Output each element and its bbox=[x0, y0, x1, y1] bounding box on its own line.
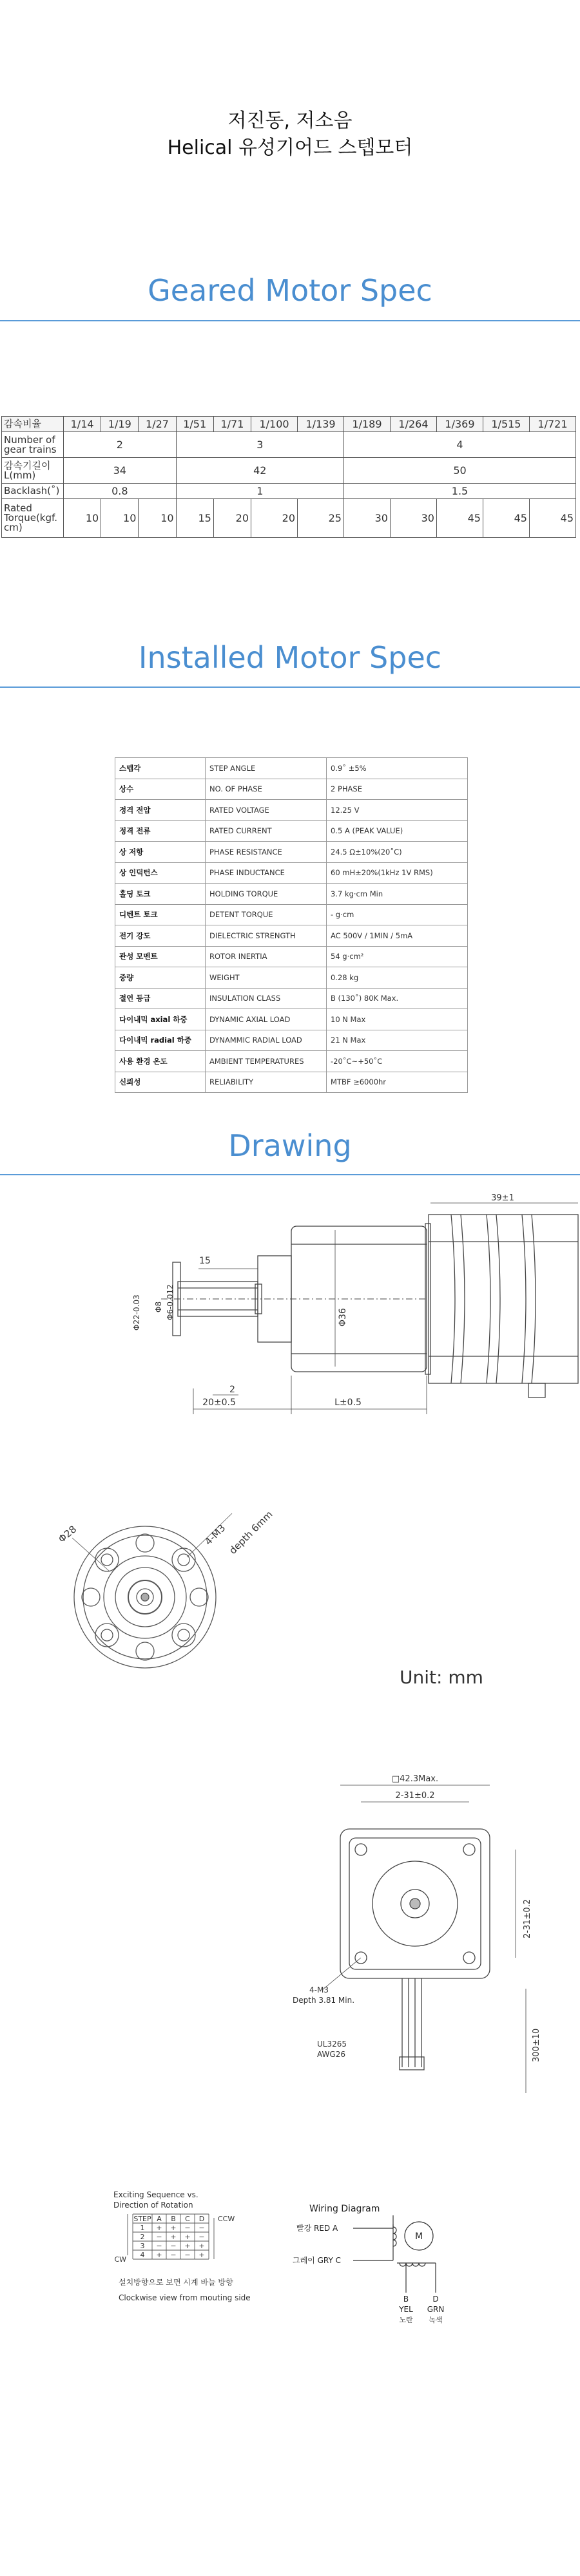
seq-cell: − bbox=[156, 2233, 162, 2241]
section-title-geared: Geared Motor Spec bbox=[148, 273, 432, 308]
seq-cell: 2 bbox=[140, 2233, 145, 2241]
table-row bbox=[115, 862, 468, 884]
seq-cell: − bbox=[184, 2251, 191, 2259]
wire-grn: GRN bbox=[427, 2305, 445, 2314]
exciting-note-en: Clockwise view from mouting side bbox=[119, 2293, 251, 2302]
wire-grn-kr: 녹색 bbox=[429, 2316, 443, 2324]
table-cell: 1/189 bbox=[343, 417, 390, 432]
side-view-drawing bbox=[0, 1191, 580, 1462]
table-cell: 중량 bbox=[115, 967, 206, 989]
table-row bbox=[2, 484, 576, 499]
page-title-korean: 저진동, 저소음 bbox=[227, 109, 353, 132]
table-cell: 4 bbox=[343, 432, 575, 458]
unit-label: Unit: mm bbox=[400, 1667, 483, 1688]
table-cell: 2 PHASE bbox=[327, 779, 468, 800]
table-cell: 20 bbox=[251, 499, 298, 538]
seq-cell: − bbox=[184, 2224, 191, 2232]
table-row bbox=[2, 432, 576, 458]
table-cell: 30 bbox=[390, 499, 436, 538]
table-cell: -20˚C~+50˚C bbox=[327, 1051, 468, 1072]
seq-header-cell: C bbox=[185, 2215, 190, 2223]
table-cell: 1/19 bbox=[101, 417, 139, 432]
table-cell: 다이내믹 axial 하중 bbox=[115, 1009, 206, 1030]
table-cell: 상 저항 bbox=[115, 842, 206, 863]
table-row bbox=[115, 884, 468, 905]
table-row bbox=[2, 458, 576, 484]
table-cell: 3.7 kg·cm Min bbox=[327, 884, 468, 905]
table-row bbox=[115, 967, 468, 989]
table-cell: PHASE INDUCTANCE bbox=[206, 862, 327, 884]
backlash-label: Backlash(˚) bbox=[2, 484, 64, 499]
table-cell: 디텐트 토크 bbox=[115, 904, 206, 925]
wire-b: B bbox=[403, 2295, 409, 2304]
table-cell: 상 인덕턴스 bbox=[115, 862, 206, 884]
table-cell: 21 N Max bbox=[327, 1030, 468, 1051]
seq-cell: − bbox=[156, 2242, 162, 2250]
exciting-title-line1: Exciting Sequence vs. bbox=[113, 2190, 198, 2199]
dim-lead: 300±10 bbox=[532, 2028, 541, 2062]
seq-cell: + bbox=[156, 2224, 162, 2232]
table-cell: 1/369 bbox=[436, 417, 483, 432]
table-cell: 1/71 bbox=[213, 417, 251, 432]
table-cell: 45 bbox=[529, 499, 575, 538]
seq-cell: + bbox=[170, 2224, 177, 2232]
section-title-drawing: Drawing bbox=[228, 1128, 352, 1163]
table-row bbox=[115, 800, 468, 821]
wire-yel: YEL bbox=[399, 2305, 413, 2314]
table-row bbox=[115, 779, 468, 800]
table-cell: PHASE RESISTANCE bbox=[206, 842, 327, 863]
dim-15: 15 bbox=[199, 1256, 211, 1266]
ratio-label: 감속비율 bbox=[2, 417, 64, 432]
table-cell: AMBIENT TEMPERATURES bbox=[206, 1051, 327, 1072]
seq-cell: 1 bbox=[140, 2224, 145, 2232]
table-row bbox=[115, 1009, 468, 1030]
table-cell: 50 bbox=[343, 458, 575, 484]
table-row bbox=[115, 946, 468, 967]
table-cell: 10 bbox=[64, 499, 101, 538]
wiring-diagram bbox=[290, 2202, 483, 2331]
dim-phi28: Φ28 bbox=[56, 1523, 79, 1546]
table-cell: 정격 전류 bbox=[115, 820, 206, 842]
table-cell: 사용 환경 온도 bbox=[115, 1051, 206, 1072]
table-cell: 24.5 Ω±10%(20˚C) bbox=[327, 842, 468, 863]
seq-cell: + bbox=[198, 2251, 205, 2259]
table-cell: HOLDING TORQUE bbox=[206, 884, 327, 905]
table-cell: RATED CURRENT bbox=[206, 820, 327, 842]
exciting-sequence-table bbox=[113, 2211, 262, 2269]
table-cell: MTBF ≥6000hr bbox=[327, 1072, 468, 1093]
table-cell: 상수 bbox=[115, 779, 206, 800]
table-cell: 10 N Max bbox=[327, 1009, 468, 1030]
front-view-drawing bbox=[0, 1501, 580, 1713]
table-cell: 1/27 bbox=[139, 417, 176, 432]
table-cell: 54 g·cm² bbox=[327, 946, 468, 967]
table-cell: - g·cm bbox=[327, 904, 468, 925]
table-cell: 0.9˚ ±5% bbox=[327, 758, 468, 779]
seq-header-cell: A bbox=[157, 2215, 162, 2223]
table-cell: 스텝각 bbox=[115, 758, 206, 779]
table-cell: 15 bbox=[176, 499, 213, 538]
table-cell: AC 500V / 1MIN / 5mA bbox=[327, 925, 468, 947]
table-cell: 2 bbox=[64, 432, 177, 458]
table-row bbox=[115, 1072, 468, 1093]
table-cell: 홀딩 토크 bbox=[115, 884, 206, 905]
seq-cell: 3 bbox=[140, 2242, 145, 2250]
table-cell: 1/51 bbox=[176, 417, 213, 432]
table-cell: 25 bbox=[298, 499, 344, 538]
seq-cell: + bbox=[184, 2242, 191, 2250]
seq-cell: − bbox=[198, 2233, 205, 2241]
exciting-note bbox=[119, 2275, 251, 2306]
seq-cell: 4 bbox=[140, 2251, 145, 2259]
table-cell: 0.5 A (PEAK VALUE) bbox=[327, 820, 468, 842]
table-cell: 1/515 bbox=[483, 417, 529, 432]
seq-cell: − bbox=[198, 2224, 205, 2232]
dim-max42: □42.3Max. bbox=[391, 1774, 439, 1784]
table-cell: 60 mH±20%(1kHz 1V RMS) bbox=[327, 862, 468, 884]
exciting-title bbox=[113, 2190, 198, 2210]
table-cell: 1.5 bbox=[343, 484, 575, 499]
table-cell: 10 bbox=[139, 499, 176, 538]
table-cell: RATED VOLTAGE bbox=[206, 800, 327, 821]
table-cell: 신뢰성 bbox=[115, 1072, 206, 1093]
table-row bbox=[115, 904, 468, 925]
dim-depth381: Depth 3.81 Min. bbox=[293, 1996, 355, 2005]
dim-20: 20±0.5 bbox=[202, 1397, 236, 1408]
seq-cell: + bbox=[156, 2251, 162, 2259]
table-cell: 다이내믹 radial 하중 bbox=[115, 1030, 206, 1051]
table-cell: INSULATION CLASS bbox=[206, 988, 327, 1009]
dim-m3: 4-M3 bbox=[202, 1522, 228, 1548]
trains-label: Number of gear trains bbox=[2, 432, 64, 458]
table-cell: RELIABILITY bbox=[206, 1072, 327, 1093]
table-cell: 30 bbox=[343, 499, 390, 538]
seq-cell: + bbox=[170, 2233, 177, 2241]
table-cell: DIELECTRIC STRENGTH bbox=[206, 925, 327, 947]
section-divider bbox=[0, 687, 580, 688]
seq-cell: − bbox=[170, 2251, 177, 2259]
motor-body-outline bbox=[429, 1215, 578, 1383]
dim-L: L±0.5 bbox=[334, 1397, 362, 1408]
table-cell: NO. OF PHASE bbox=[206, 779, 327, 800]
ccw-label: CCW bbox=[218, 2215, 235, 2223]
table-cell: WEIGHT bbox=[206, 967, 327, 989]
table-cell: B (130˚) 80K Max. bbox=[327, 988, 468, 1009]
table-cell: 1/14 bbox=[64, 417, 101, 432]
wire-ul: UL3265 bbox=[317, 2040, 347, 2049]
table-row bbox=[2, 499, 576, 538]
table-row bbox=[115, 842, 468, 863]
seq-cell: + bbox=[198, 2242, 205, 2250]
seq-header-cell: D bbox=[198, 2215, 205, 2223]
table-row bbox=[115, 988, 468, 1009]
dim-phi8: Φ8 bbox=[154, 1301, 163, 1312]
table-cell: 34 bbox=[64, 458, 177, 484]
wire-d: D bbox=[432, 2295, 439, 2304]
table-cell: 42 bbox=[176, 458, 343, 484]
seq-cell: + bbox=[184, 2233, 191, 2241]
table-row bbox=[2, 417, 576, 432]
geared-spec-table bbox=[1, 416, 576, 538]
table-cell: 1/721 bbox=[529, 417, 575, 432]
seq-cell: − bbox=[170, 2242, 177, 2250]
table-cell: 절연 등급 bbox=[115, 988, 206, 1009]
table-cell: ROTOR INERTIA bbox=[206, 946, 327, 967]
table-cell: 45 bbox=[483, 499, 529, 538]
dim-39: 39±1 bbox=[491, 1193, 514, 1203]
seq-header-cell: B bbox=[171, 2215, 176, 2223]
table-cell: DYNAMMIC RADIAL LOAD bbox=[206, 1030, 327, 1051]
table-cell: DETENT TORQUE bbox=[206, 904, 327, 925]
dim-depth6: depth 6mm bbox=[227, 1508, 275, 1557]
table-cell: 1/264 bbox=[390, 417, 436, 432]
table-row bbox=[115, 1051, 468, 1072]
table-row bbox=[115, 820, 468, 842]
wire-yel-kr: 노란 bbox=[399, 2316, 413, 2324]
exciting-note-kr: 설치방향으로 보면 시계 바늘 방향 bbox=[119, 2278, 233, 2287]
torque-label: Rated Torque(kgf. cm) bbox=[2, 499, 64, 538]
rear-view-drawing bbox=[284, 1771, 554, 2093]
motor-label: M bbox=[414, 2231, 423, 2242]
table-cell: DYNAMIC AXIAL LOAD bbox=[206, 1009, 327, 1030]
dim-2: 2 bbox=[229, 1385, 235, 1395]
exciting-title-line2: Direction of Rotation bbox=[113, 2201, 193, 2210]
seq-header-cell: STEP bbox=[133, 2215, 151, 2223]
table-cell: 3 bbox=[176, 432, 343, 458]
table-cell: 관성 모멘트 bbox=[115, 946, 206, 967]
dim-sq31-top: 2-31±0.2 bbox=[395, 1791, 435, 1801]
table-cell: 정격 전압 bbox=[115, 800, 206, 821]
length-label: 감속기길이 L(mm) bbox=[2, 458, 64, 484]
dim-sq31-side: 2-31±0.2 bbox=[523, 1899, 532, 1938]
installed-spec-table bbox=[115, 757, 468, 1093]
wire-gry: 그레이 GRY C bbox=[293, 2256, 341, 2265]
page-title-product: Helical 유성기어드 스텝모터 bbox=[167, 137, 413, 159]
table-cell: 0.28 kg bbox=[327, 967, 468, 989]
dim-phi36: Φ36 bbox=[338, 1308, 348, 1327]
section-divider bbox=[0, 1174, 580, 1175]
table-row bbox=[115, 925, 468, 947]
table-row bbox=[115, 758, 468, 779]
table-cell: 1/139 bbox=[298, 417, 344, 432]
wire-red: 빨강 RED A bbox=[296, 2224, 338, 2233]
table-cell: 20 bbox=[213, 499, 251, 538]
table-cell: 12.25 V bbox=[327, 800, 468, 821]
table-cell: 1 bbox=[176, 484, 343, 499]
section-title-installed: Installed Motor Spec bbox=[138, 640, 442, 675]
cw-label: CW bbox=[114, 2255, 126, 2264]
table-cell: 전기 강도 bbox=[115, 925, 206, 947]
wire-awg: AWG26 bbox=[317, 2050, 345, 2059]
section-divider bbox=[0, 320, 580, 321]
wiring-title: Wiring Diagram bbox=[309, 2204, 380, 2214]
table-cell: 1/100 bbox=[251, 417, 298, 432]
table-cell: 10 bbox=[101, 499, 139, 538]
dim-phi22: Φ22-0.03 bbox=[132, 1294, 141, 1331]
dim-phi6: Φ6-0.012 bbox=[166, 1284, 175, 1320]
table-cell: 45 bbox=[436, 499, 483, 538]
table-row bbox=[115, 1030, 468, 1051]
table-cell: 0.8 bbox=[64, 484, 177, 499]
dim-m3b: 4-M3 bbox=[309, 1985, 329, 1994]
table-cell: STEP ANGLE bbox=[206, 758, 327, 779]
